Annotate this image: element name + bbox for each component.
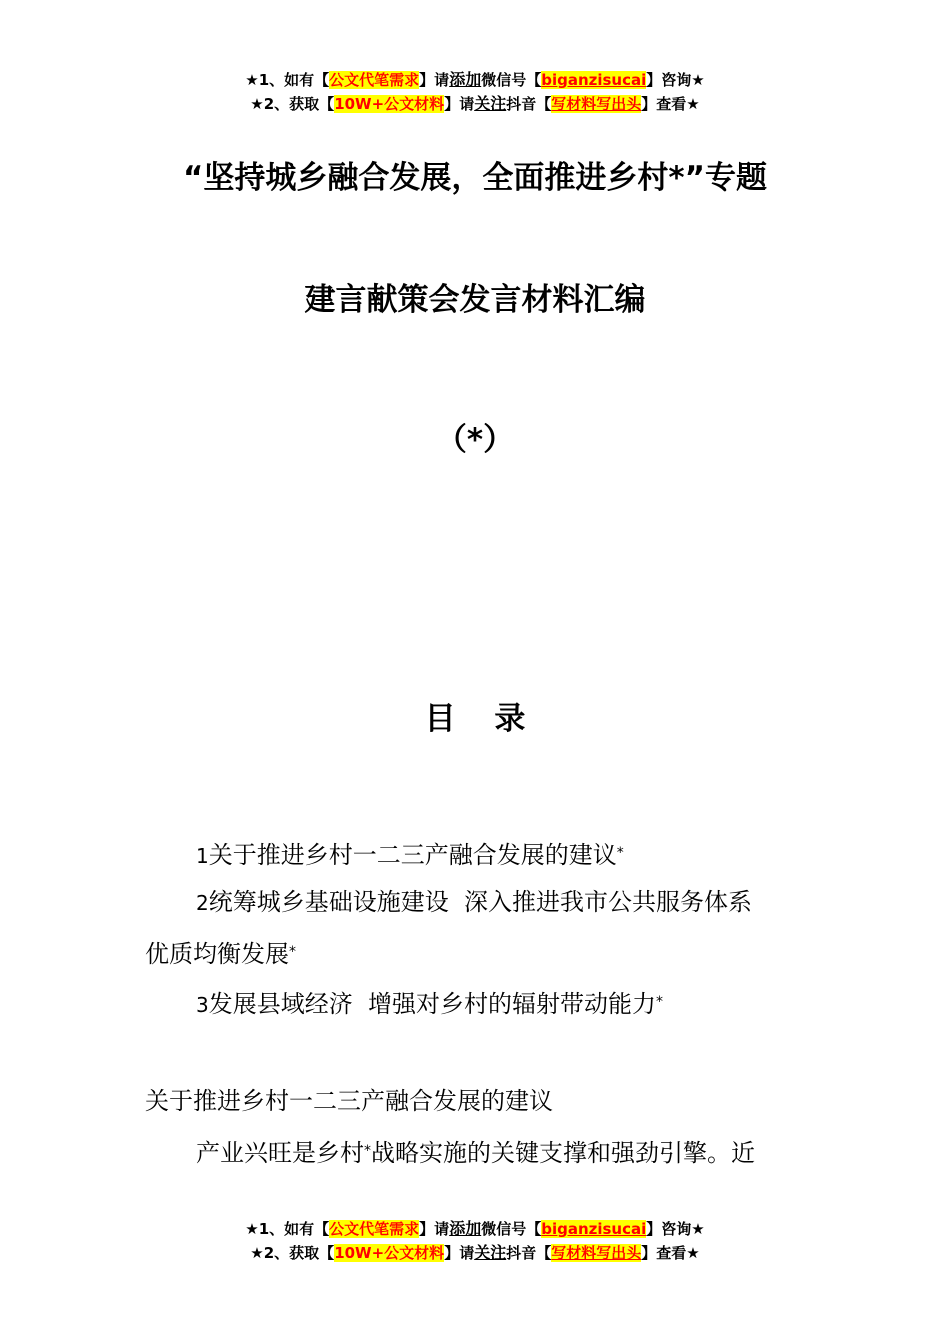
doc-title-line-2: 建言献策会发言材料汇编 [304, 282, 646, 318]
toc-item-text: 优质均衡发展 [145, 940, 289, 968]
banner-text: 】咨询★ [646, 71, 705, 89]
highlight-service: 公文代笔需求 [329, 1220, 420, 1238]
underlined-text: 关注 [474, 94, 507, 113]
banner-text: 】咨询★ [646, 1220, 705, 1238]
toc-item-2-cont [145, 937, 296, 969]
toc-item-mark: * [656, 994, 663, 1010]
toc-item-mark: * [289, 944, 296, 960]
highlight-materials: 10W+公文材料 [334, 1244, 445, 1262]
toc-item-text: 关于推进乡村一二三产融合发展的建议 [208, 841, 617, 869]
toc-item-number: 2 [196, 891, 209, 915]
section-title: 关于推进乡村一二三产融合发展的建议 [145, 1087, 553, 1115]
banner-text: 】查看★ [641, 95, 700, 113]
toc-item-2 [196, 887, 752, 918]
banner-text: ★2、获取【 [250, 1244, 335, 1262]
toc-item-number: 1 [196, 844, 209, 868]
banner-text: 】请 [419, 1220, 450, 1238]
banner-line-2 [0, 92, 950, 116]
underlined-text: 添加 [449, 1219, 482, 1238]
highlight-douyin: 写材料写出头 [551, 1244, 642, 1262]
banner-line-1 [0, 68, 950, 92]
highlight-douyin: 写材料写出头 [551, 95, 642, 113]
footer-banner [0, 1217, 950, 1265]
banner-text: 抖音【 [506, 1244, 552, 1262]
toc-item-3 [196, 987, 663, 1020]
toc-item-number: 3 [196, 993, 209, 1017]
header-banner [0, 68, 950, 116]
highlight-materials: 10W+公文材料 [334, 95, 445, 113]
banner-text: ★1、如有【 [245, 1220, 330, 1238]
banner-text: 】请 [444, 1244, 475, 1262]
body-paragraph [196, 1136, 755, 1168]
banner-text: 微信号【 [481, 71, 542, 89]
body-text: 战略实施的关键支撑和强劲引擎。近 [371, 1139, 755, 1167]
banner-text: 】请 [444, 95, 475, 113]
highlight-service: 公文代笔需求 [329, 71, 420, 89]
toc-heading: 目 录 [424, 701, 540, 737]
banner-text: 抖音【 [506, 95, 552, 113]
highlight-wechat-id: biganzisucai [541, 71, 647, 89]
toc-item-1 [196, 838, 624, 871]
underlined-text: 关注 [474, 1243, 507, 1262]
body-text: 产业兴旺是乡村 [196, 1139, 364, 1167]
toc-item-text: 发展县域经济 增强对乡村的辐射带动能力 [208, 990, 656, 1018]
doc-title-line-1: “坚持城乡融合发展，全面推进乡村*”专题 [183, 160, 767, 196]
highlight-wechat-id: biganzisucai [541, 1220, 647, 1238]
banner-text: ★2、获取【 [250, 95, 335, 113]
banner-line-1 [0, 1217, 950, 1241]
banner-text: 】请 [419, 71, 450, 89]
banner-text: ★1、如有【 [245, 71, 330, 89]
banner-text: 】查看★ [641, 1244, 700, 1262]
toc-item-text: 统筹城乡基础设施建设 深入推进我市公共服务体系 [208, 888, 752, 916]
doc-title-line-3: （*） [435, 422, 515, 458]
body-mark: * [364, 1143, 371, 1159]
underlined-text: 添加 [449, 70, 482, 89]
banner-text: 微信号【 [481, 1220, 542, 1238]
banner-line-2 [0, 1241, 950, 1265]
toc-item-mark: * [616, 845, 624, 861]
